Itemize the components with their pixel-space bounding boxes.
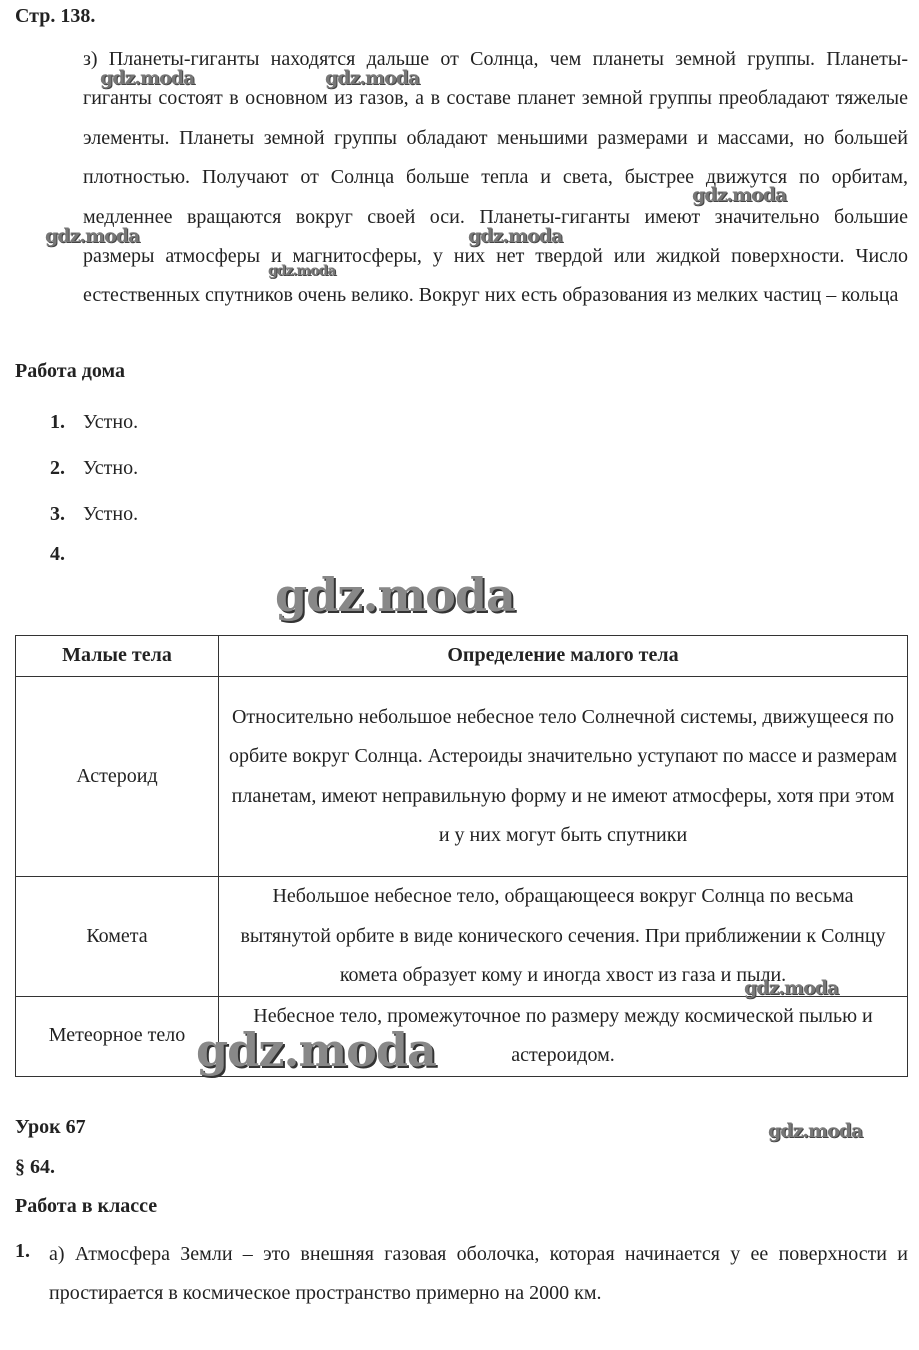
body-definition: Небольшое небесное тело, обращающееся вокруг Солнца по весьма вытянутой орбите в виде конического сечения. При приближении к Солнцу комета образует кому и иногда хвост из газа и пыли. — [219, 877, 908, 997]
page-reference: Стр. 138. — [15, 5, 96, 27]
watermark: gdz.moda — [100, 67, 195, 89]
watermark: gdz.moda — [744, 977, 839, 999]
item-text: Устно. — [83, 411, 139, 433]
item-number: 4. — [50, 543, 65, 565]
classwork-answer: а) Атмосфера Земли – это внешняя газовая оболочка, которая начинается у ее поверхности и простирается в космическое пространство примерно на 2000 км. — [49, 1243, 908, 1305]
body-definition: Небесное тело, промежуточное по размеру между космической пылью и астероидом. — [219, 996, 908, 1076]
table-row — [16, 996, 908, 1076]
answer-paragraph: з) Планеты-гиганты находятся дальше от Солнца, чем планеты земной группы. Планеты-гиганты состоят в основном из газов, а в составе планет земной группы преобладают тяжелые элементы. Планеты земной группы обладают меньшими размерами и массами, но большей плотностью. Получают от Солнца больше тепла и света, быстрее движутся по орбитам, медленнее вращаются вокруг своей оси. Планеты-гиганты имеют значительно большие размеры атмосферы и магнитосферы, у них нет твердой или жидкой поверхности. Число естественных спутников очень велико. Вокруг них есть образования из мелких частиц – кольца — [83, 48, 908, 307]
classwork-heading: Работа в классе — [15, 1195, 158, 1217]
section-heading: § 64. — [15, 1156, 55, 1178]
homework-heading: Работа дома — [15, 360, 125, 382]
table-header-row — [16, 636, 908, 677]
watermark: gdz.moda — [275, 568, 515, 622]
body-definition: Относительно небольшое небесное тело Солнечной системы, движущееся по орбите вокруг Солнца. Астероиды значительно уступают по массе и размерам планетам, имеют неправильную форму и не имеют атмосферы, хотя при этом и у них могут быть спутники — [219, 677, 908, 877]
watermark: gdz.moda — [196, 1023, 436, 1077]
body-name: Астероид — [16, 677, 219, 877]
list-item — [50, 457, 138, 480]
item-number: 1. — [50, 411, 65, 433]
table-header: Малые тела — [16, 636, 219, 677]
table-row — [16, 677, 908, 877]
list-item — [50, 543, 83, 566]
table-row — [16, 877, 908, 997]
small-bodies-table — [15, 635, 908, 1077]
item-text: Устно. — [83, 457, 139, 479]
watermark: gdz.moda — [325, 67, 420, 89]
watermark: gdz.moda — [692, 184, 787, 206]
item-text: Устно. — [83, 503, 139, 525]
body-name: Метеорное тело — [16, 996, 219, 1076]
lesson-heading: Урок 67 — [15, 1116, 86, 1138]
list-item — [50, 503, 138, 526]
watermark: gdz.moda — [268, 263, 336, 279]
item-number: 1. — [15, 1240, 30, 1262]
watermark: gdz.moda — [768, 1120, 863, 1142]
body-name: Комета — [16, 877, 219, 997]
item-number: 2. — [50, 457, 65, 479]
watermark: gdz.moda — [468, 225, 563, 247]
item-number: 3. — [50, 503, 65, 525]
table-header: Определение малого тела — [219, 636, 908, 677]
list-item — [50, 411, 138, 434]
watermark: gdz.moda — [45, 225, 140, 247]
